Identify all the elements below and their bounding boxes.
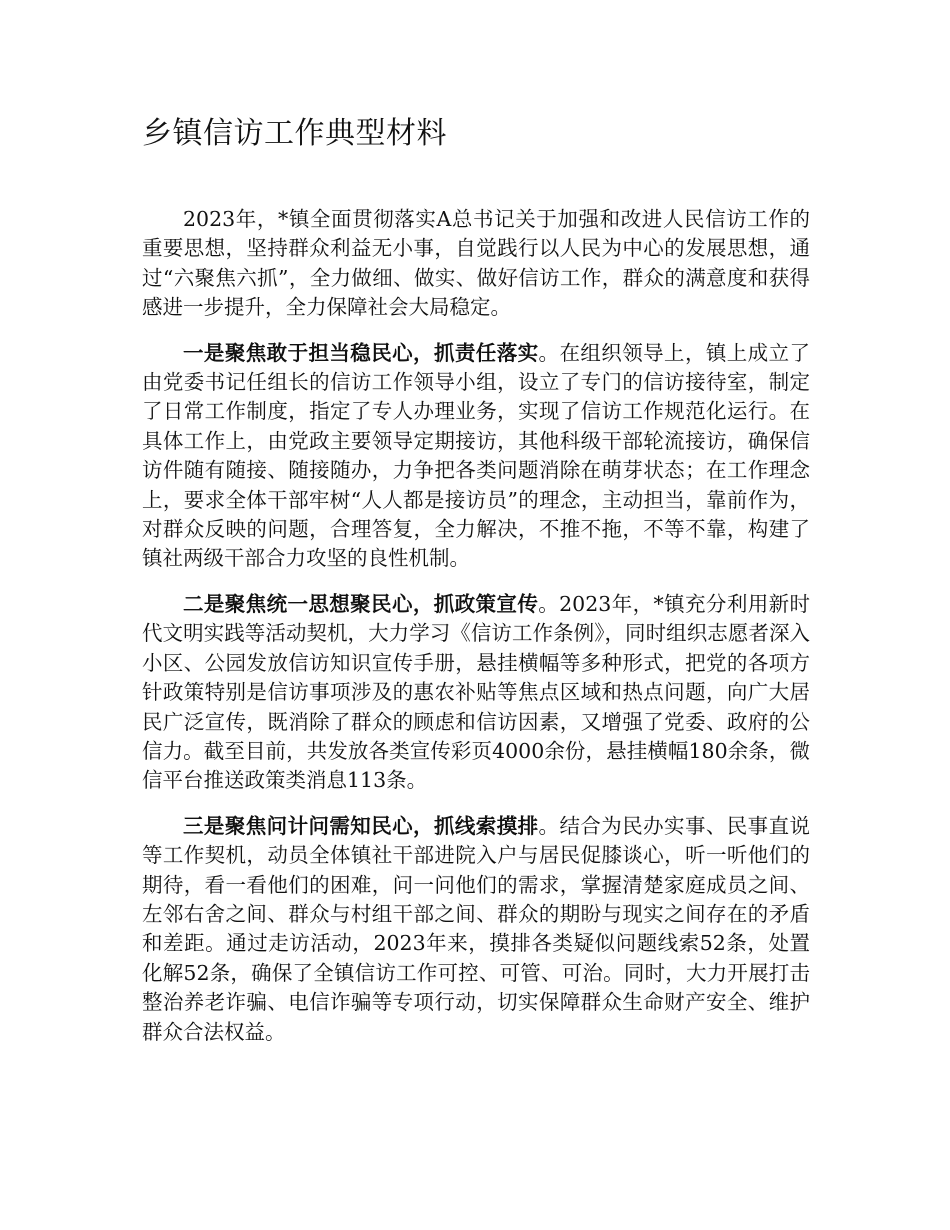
document-title: 乡镇信访工作典型材料 — [142, 116, 447, 151]
section-1-text: 。在组织领导上，镇上成立了由党委书记任组长的信访工作领导小组，设立了专门的信访接待室，制定了日常工作制度，指定了专人办理业务，实现了信访工作规范化运行。在具体工作上，由党政主要领导定期接访，其他科级干部轮流接访，确保信访件随有随接、随接随办，力争把各类问题消除在萌芽状态；在工作理念上，要求全体干部牢树“人人都是接访员”的理念，主动担当，靠前作为，对群众反映的问题，合理答复，全力解决，不推不拖，不等不靠，构建了镇社两级干部合力攻坚的良性机制。 — [142, 340, 811, 571]
section-2-heading: 二是聚焦统一思想聚民心，抓政策宣传 — [183, 591, 539, 616]
section-3-text: 。结合为民办实事、民事直说等工作契机，动员全体镇社干部进院入户与居民促膝谈心，听一听他们的期待，看一看他们的困难，问一问他们的需求，掌握清楚家庭成员之间、左邻右舍之间、群众与村组干部之间、群众的期盼与现实之间存在的矛盾和差距。通过走访活动，2023年来，摸排各类疑似问题线索52条，处置化解52条，确保了全镇信访工作可控、可管、可治。同时，大力开展打击整治养老诈骗、电信诈骗等专项行动，切实保障群众生命财产安全、维护群众合法权益。 — [142, 813, 811, 1044]
document-body — [142, 205, 810, 1063]
section-3-heading: 三是聚焦问计问需知民心，抓线索摸排 — [183, 813, 539, 838]
section-2-text: 。2023年，*镇充分利用新时代文明实践等活动契机，大力学习《信访工作条例》，同时组织志愿者深入小区、公园发放信访知识宣传手册，悬挂横幅等多种形式，把党的各项方针政策特别是信访事项涉及的惠农补贴等焦点区域和热点问题，向广大居民广泛宣传，既消除了群众的顾虑和信访因素，又增强了党委、政府的公信力。截至目前，共发放各类宣传彩页4000余份，悬挂横幅180余条，微信平台推送政策类消息113条。 — [142, 591, 811, 793]
section-paragraph-1 — [142, 339, 810, 574]
intro-paragraph: 2023年，*镇全面贯彻落实A总书记关于加强和改进人民信访工作的重要思想，坚持群众利益无小事，自觉践行以人民为中心的发展思想，通过“六聚焦六抓”，全力做细、做实、做好信访工作，群众的满意度和获得感进一步提升，全力保障社会大局稳定。 — [142, 207, 810, 320]
section-paragraph-3 — [142, 812, 810, 1047]
section-1-heading: 一是聚焦敢于担当稳民心，抓责任落实 — [183, 340, 539, 365]
section-paragraph-2 — [142, 590, 810, 796]
